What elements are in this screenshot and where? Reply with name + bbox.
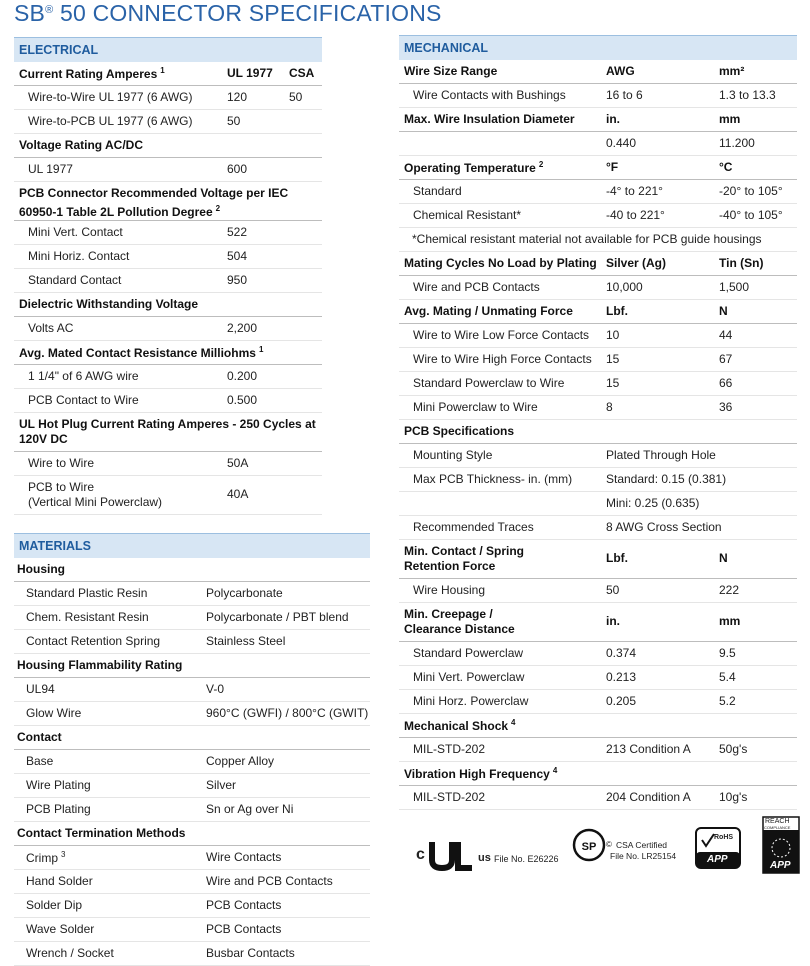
spec-value: 44 (719, 328, 733, 342)
group-header-row (14, 182, 322, 221)
group-header-row (14, 62, 322, 86)
spec-label: Wire Housing (413, 583, 486, 597)
spec-row (399, 786, 797, 810)
spec-value: 0.500 (227, 393, 258, 407)
spec-value: Silver (206, 778, 237, 792)
spec-value: 1.3 to 13.3 (719, 88, 776, 102)
spec-value: 15 (606, 376, 620, 390)
spec-row (14, 798, 370, 822)
spec-label: Wire Contacts with Bushings (413, 88, 566, 102)
spec-label: MIL-STD-202 (413, 790, 486, 804)
spec-value: 120 (227, 90, 248, 104)
spec-label: Wire Size Range (404, 64, 498, 78)
spec-value: mm (719, 614, 741, 628)
spec-value: 10,000 (606, 280, 643, 294)
spec-row (399, 84, 797, 108)
spec-label: Crimp $^3$ (26, 850, 66, 865)
spec-value: -40 to 221° (606, 208, 665, 222)
spec-row (14, 606, 370, 630)
spec-value: 960°C (GWFI) / 800°C (GWIT) (206, 706, 369, 720)
spec-label: Wire to Wire (28, 456, 94, 470)
spec-value: Stainless Steel (206, 634, 286, 648)
spec-label: Volts AC (28, 321, 74, 335)
csa-logo: SP © CSA Certified File No. LR25154 (572, 820, 682, 876)
spec-row (399, 132, 797, 156)
spec-label: MIL-STD-202 (413, 742, 486, 756)
spec-label: Mini Powerclaw to Wire (413, 400, 538, 414)
spec-row (14, 158, 322, 182)
spec-row (399, 690, 797, 714)
spec-value: -20° to 105° (719, 184, 783, 198)
materials-heading: MATERIALS (14, 533, 370, 558)
group-header-row (399, 108, 797, 132)
group-header-row (399, 60, 797, 84)
group-header-row (399, 762, 797, 786)
spec-value: °F (606, 160, 619, 174)
spec-value: Wire Contacts (206, 850, 282, 864)
spec-label: Standard Plastic Resin (26, 586, 148, 600)
spec-label: Wire to Wire High Force Contacts (413, 352, 592, 366)
group-header-row (14, 341, 322, 365)
spec-row (14, 846, 370, 870)
spec-label: Mounting Style (413, 448, 493, 462)
spec-value: Polycarbonate / PBT blend (206, 610, 349, 624)
spec-label: Mini Horz. Powerclaw (413, 694, 529, 708)
spec-row (14, 750, 370, 774)
spec-label: Operating Temperature $^2$ (404, 160, 544, 175)
spec-label: Standard Contact (28, 273, 122, 287)
spec-value: 5.4 (719, 670, 736, 684)
spec-row (14, 245, 322, 269)
spec-value: 50 (289, 90, 303, 104)
spec-value: 0.440 (606, 136, 637, 150)
spec-label: PCB Specifications (404, 424, 515, 438)
spec-value: 8 (606, 400, 613, 414)
spec-row (399, 444, 797, 468)
spec-row (14, 269, 322, 293)
spec-label: Glow Wire (26, 706, 82, 720)
mechanical-heading: MECHANICAL (399, 35, 797, 60)
group-header-row (399, 540, 797, 579)
spec-row (399, 666, 797, 690)
spec-value: Sn or Ag over Ni (206, 802, 294, 816)
spec-label: Min. Contact / Spring Retention Force (404, 544, 524, 573)
group-header-row (14, 726, 370, 750)
spec-label: PCB Contact to Wire (28, 393, 139, 407)
spec-label: Housing (17, 562, 65, 576)
spec-label: Wire and PCB Contacts (413, 280, 540, 294)
spec-label: Wire-to-PCB UL 1977 (6 AWG) (28, 114, 193, 128)
spec-label: Wave Solder (26, 922, 95, 936)
spec-row (14, 221, 322, 245)
spec-label: Base (26, 754, 54, 768)
spec-value: -40° to 105° (719, 208, 783, 222)
spec-row (14, 702, 370, 726)
mechanical-section (399, 35, 797, 810)
spec-value: 950 (227, 273, 248, 287)
spec-row (14, 86, 322, 110)
spec-value: 11.200 (719, 136, 755, 150)
spec-label: Mechanical Shock $^4$ (404, 718, 516, 733)
spec-value: Polycarbonate (206, 586, 283, 600)
spec-label: Wire-to-Wire UL 1977 (6 AWG) (28, 90, 193, 104)
spec-row (399, 642, 797, 666)
spec-value: 50 (606, 583, 620, 597)
spec-row (14, 870, 370, 894)
spec-label: Standard Powerclaw (413, 646, 524, 660)
group-header-row (399, 252, 797, 276)
spec-value: 213 Condition A (606, 742, 691, 756)
spec-value: Lbf. (606, 304, 628, 318)
spec-value: in. (606, 112, 620, 126)
spec-value: PCB Contacts (206, 898, 282, 912)
spec-row (14, 452, 322, 476)
spec-row (399, 204, 797, 228)
spec-row (14, 942, 370, 966)
spec-value: PCB Contacts (206, 922, 282, 936)
spec-row (14, 774, 370, 798)
spec-value: 222 (719, 583, 740, 597)
spec-value: Standard: 0.15 (0.381) (606, 472, 727, 486)
spec-label: Min. Creepage / Clearance Distance (404, 607, 515, 636)
spec-value: 16 to 6 (606, 88, 643, 102)
rohs-app-logo: RoHS APP (694, 826, 742, 870)
spec-value: 10g's (719, 790, 748, 804)
spec-row (14, 476, 322, 515)
group-header-row (14, 558, 370, 582)
svg-text:SP: SP (581, 841, 597, 853)
spec-value: 66 (719, 376, 733, 390)
spec-label: Standard Powerclaw to Wire (413, 376, 565, 390)
spec-value: N (719, 551, 728, 565)
spec-value: 36 (719, 400, 733, 414)
spec-value: 0.374 (606, 646, 637, 660)
spec-row (14, 678, 370, 702)
spec-label: Solder Dip (26, 898, 83, 912)
spec-label: Mini Vert. Powerclaw (413, 670, 525, 684)
spec-row (399, 738, 797, 762)
spec-value: 15 (606, 352, 620, 366)
note-row (399, 228, 797, 252)
spec-label: Current Rating Amperes $^1$ (19, 66, 165, 81)
spec-row (399, 516, 797, 540)
spec-row (399, 324, 797, 348)
spec-label: Wire Plating (26, 778, 91, 792)
certification-logos (414, 818, 804, 880)
spec-row (14, 918, 370, 942)
spec-value: N (719, 304, 728, 318)
materials-section (14, 533, 370, 966)
spec-label: Contact Termination Methods (17, 826, 186, 840)
spec-label: 1 1/4" of 6 AWG wire (28, 369, 139, 383)
spec-value: Busbar Contacts (206, 946, 295, 960)
group-header-row (399, 714, 797, 738)
spec-value: 8 AWG Cross Section (606, 520, 722, 534)
spec-value: Lbf. (606, 551, 628, 565)
spec-value: 522 (227, 225, 248, 239)
spec-label: Dielectric Withstanding Voltage (19, 297, 199, 311)
group-header-row (14, 134, 322, 158)
spec-row (14, 630, 370, 654)
spec-value: 50 (227, 114, 241, 128)
spec-label: Chem. Resistant Resin (26, 610, 149, 624)
spec-label: PCB to Wire (Vertical Mini Powerclaw) (28, 480, 163, 509)
spec-row (399, 468, 797, 492)
spec-label: *Chemical resistant material not available for PCB guide housings (412, 232, 762, 246)
spec-label: UL 1977 (28, 162, 73, 176)
spec-value: 67 (719, 352, 733, 366)
spec-value: Tin (Sn) (719, 256, 764, 270)
spec-label: Housing Flammability Rating (17, 658, 183, 672)
spec-value: 9.5 (719, 646, 736, 660)
ul-recognized-logo: c us File No. E26226 (414, 834, 564, 874)
spec-value: 10 (606, 328, 620, 342)
spec-value: °C (719, 160, 733, 174)
spec-value: in. (606, 614, 620, 628)
group-header-row (14, 293, 322, 317)
group-header-row (399, 300, 797, 324)
spec-value: UL 1977 (227, 66, 273, 80)
spec-value: Silver (Ag) (606, 256, 667, 270)
spec-label: Recommended Traces (413, 520, 534, 534)
spec-value: mm (719, 112, 741, 126)
spec-row (399, 492, 797, 516)
spec-label: Voltage Rating AC/DC (19, 138, 144, 152)
electrical-section (14, 37, 322, 515)
spec-row (14, 582, 370, 606)
spec-value: CSA (289, 66, 315, 80)
spec-row (14, 317, 322, 341)
spec-label: Max PCB Thickness- in. (mm) (413, 472, 573, 486)
spec-value: 504 (227, 249, 248, 263)
spec-label: Standard (413, 184, 462, 198)
spec-value: 204 Condition A (606, 790, 691, 804)
group-header-row (399, 603, 797, 642)
spec-value: 0.200 (227, 369, 258, 383)
spec-value: Mini: 0.25 (0.635) (606, 496, 700, 510)
spec-value: 5.2 (719, 694, 736, 708)
spec-row (14, 365, 322, 389)
spec-value: 1,500 (719, 280, 750, 294)
spec-row (399, 372, 797, 396)
spec-value: Plated Through Hole (606, 448, 716, 462)
spec-value: 0.205 (606, 694, 637, 708)
spec-value: 50A (227, 456, 249, 470)
spec-value: -4° to 221° (606, 184, 663, 198)
spec-value: 2,200 (227, 321, 258, 335)
spec-label: UL94 (26, 682, 55, 696)
spec-row (399, 180, 797, 204)
spec-label: Max. Wire Insulation Diameter (404, 112, 575, 126)
spec-row (399, 396, 797, 420)
spec-value: V-0 (206, 682, 225, 696)
spec-value: 0.213 (606, 670, 637, 684)
spec-label: Mating Cycles No Load by Plating (404, 256, 597, 270)
spec-value: AWG (606, 64, 635, 78)
spec-label: Contact Retention Spring (26, 634, 161, 648)
spec-label: Vibration High Frequency $^4$ (404, 766, 558, 781)
spec-value: Copper Alloy (206, 754, 275, 768)
spec-label: Avg. Mating / Unmating Force (404, 304, 573, 318)
spec-value: 600 (227, 162, 248, 176)
group-header-row (399, 156, 797, 180)
group-header-row (14, 654, 370, 678)
spec-value: 50g's (719, 742, 748, 756)
spec-value: mm² (719, 64, 745, 78)
spec-row (399, 348, 797, 372)
spec-row (14, 894, 370, 918)
group-header-row (14, 822, 370, 846)
spec-row (14, 389, 322, 413)
spec-value: 40A (227, 487, 249, 501)
spec-row (399, 276, 797, 300)
spec-label: Mini Horiz. Contact (28, 249, 130, 263)
spec-row (399, 579, 797, 603)
group-header-row (14, 413, 322, 452)
electrical-heading: ELECTRICAL (14, 37, 322, 62)
spec-label: UL Hot Plug Current Rating Amperes - 250 Cycles at 120V DC (19, 417, 316, 446)
spec-label: Wrench / Socket (26, 946, 114, 960)
spec-label: Mini Vert. Contact (28, 225, 123, 239)
spec-row (14, 110, 322, 134)
spec-label: PCB Plating (26, 802, 91, 816)
group-header-row (399, 420, 797, 444)
spec-label: Contact (17, 730, 62, 744)
reach-app-logo: REACH COMPLIANCE APP (762, 816, 800, 874)
spec-label: Avg. Mated Contact Resistance Milliohms $^1$ (19, 345, 264, 360)
spec-label: PCB Connector Recommended Voltage per IEC 60950-1 Table 2L Pollution Degree $^2$ (19, 186, 289, 219)
spec-label: Chemical Resistant* (413, 208, 522, 222)
spec-value: Wire and PCB Contacts (206, 874, 333, 888)
page-title: SB® 50 CONNECTOR SPECIFICATIONS (14, 0, 442, 26)
spec-label: Wire to Wire Low Force Contacts (413, 328, 590, 342)
spec-label: Hand Solder (26, 874, 93, 888)
